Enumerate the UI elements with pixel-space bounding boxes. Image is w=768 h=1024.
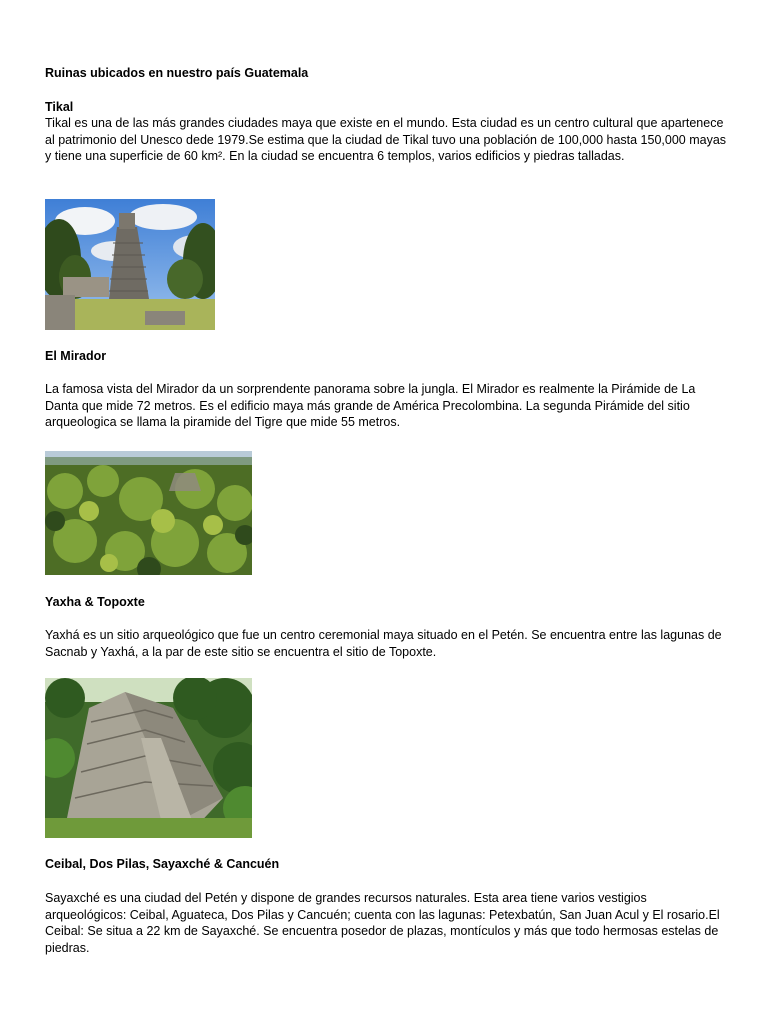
el-mirador-jungle-photo <box>45 451 252 575</box>
document-title: Ruinas ubicados en nuestro país Guatemala <box>45 66 309 80</box>
section-body-yaxha-topoxte: Yaxhá es un sitio arqueológico que fue un centro ceremonial maya situado en el Petén. Se encuentra entre las lagunas de Sacnab y Yaxhá, a la par de este sitio se encuentra el sitio de Topoxte. <box>45 628 722 659</box>
yaxha-pyramid-photo <box>45 678 252 838</box>
section-heading-el-mirador: El Mirador <box>45 349 107 363</box>
section-body-el-mirador: La famosa vista del Mirador da un sorprendente panorama sobre la jungla. El Mirador es realmente la Pirámide de La Danta que mide 72 metros. Es el edificio maya más grande de América Precolombina. La segunda Pirámide del sitio arqueologica se llama la piramide del Tigre que mide 55 metros. <box>45 382 696 429</box>
section-heading-ceibal: Ceibal, Dos Pilas, Sayaxché & Cancuén <box>45 857 280 871</box>
section-body-tikal: Tikal es una de las más grandes ciudades maya que existe en el mundo. Esta ciudad es un centro cultural que apartenece al patrimonio del Unesco dede 1979.Se estima que la ciudad de Tikal tuvo una población de 100,000 hasta 150,000 mayas y tiene una superficie de 60 km². En la ciudad se encuentra 6 templos, varios edificios y piedras talladas. <box>45 116 727 163</box>
tikal-temple-photo <box>45 199 215 330</box>
section-body-ceibal: Sayaxché es una ciudad del Petén y dispone de grandes recursos naturales. Esta area tiene varios vestigios arqueológicos: Ceibal, Aguateca, Dos Pilas y Cancuén; cuenta con las lagunas: Petexbatún, San Juan Acul y El rosario.El Ceibal: Se situa a 22 km de Sayaxché. Se encuentra posedor de plazas, montículos y más que todo hermosas estelas de piedras. <box>45 891 720 955</box>
section-heading-tikal: Tikal <box>45 100 74 114</box>
section-heading-yaxha-topoxte: Yaxha & Topoxte <box>45 595 145 609</box>
